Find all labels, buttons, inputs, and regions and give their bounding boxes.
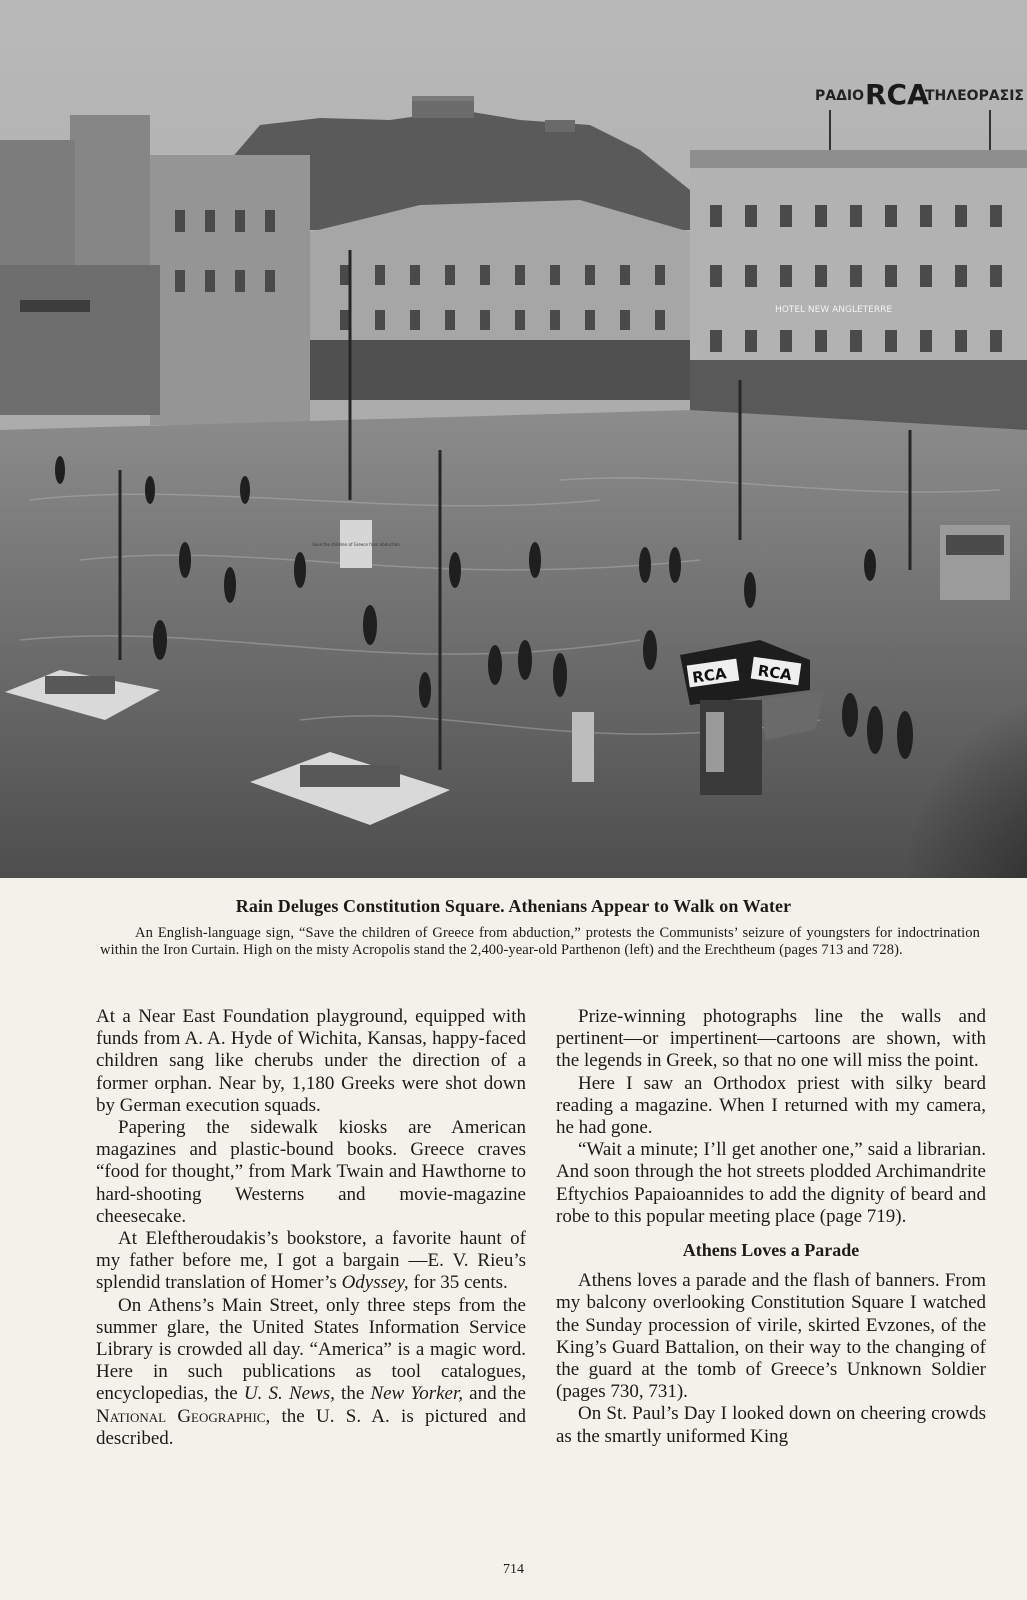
text-run: , the U. S. A. is pictured and described. (96, 1405, 526, 1449)
text-run: the (334, 1383, 371, 1405)
hotel-sign: HOTEL NEW ANGLETERRE (775, 305, 893, 315)
paragraph (96, 1228, 526, 1295)
text-run: On Athens’s Main Street, only three steps from the summer glare, the United States Information Service Library is crowded all day. “America” is a magic word. Here in such publications as tool catalogues, encyclopedias, the (96, 1294, 526, 1405)
paragraph: Here I saw an Orthodox priest with silky beard reading a magazine. When I returned with my camera, he had gone. (556, 1072, 986, 1139)
rooftop-sign-brand: RCA (865, 78, 929, 111)
page-number: 714 (503, 1562, 524, 1577)
kiosk-sign-right: RCA (756, 661, 793, 685)
left-column (96, 1006, 526, 1450)
publication-title: U. S. News, (243, 1383, 335, 1405)
text-run: and the (463, 1383, 526, 1405)
paragraph: At a Near East Foundation playground, equipped with funds from A. A. Hyde of Wichita, Kansas, happy-faced children sang like cherubs under the direction of a former orphan. Near by, 1,180 Greeks were shot down by German execution squads. (96, 1006, 526, 1116)
paragraph: On St. Paul’s Day I looked down on cheering crowds as the smartly uniformed King (556, 1403, 986, 1447)
text-run: for 35 cents. (408, 1272, 508, 1294)
kiosk-sign-left: RCA (691, 664, 728, 687)
paragraph: “Wait a minute; I’ll get another one,” said a librarian. And soon through the hot streets plodded Archimandrite Eftychios Papaioannides to add the dignity of beard and robe to this popular meeting place (page 719). (556, 1139, 986, 1227)
right-column (556, 1006, 986, 1448)
paragraph (96, 1295, 526, 1450)
caption-body: An English-language sign, “Save the children of Greece from abduction,” protests the Communists’ seizure of youngsters for indoctrination within the Iron Curtain. High on the misty Acropolis stand the 2,400-year-old Parthenon (left) and the Erechtheum (pages 713 and 728). (100, 925, 980, 958)
paragraph: Papering the sidewalk kiosks are American magazines and plastic-bound books. Greece craves “food for thought,” from Mark Twain and Hawthorne to hard-shooting Westerns and movie-magazine cheesecake. (96, 1117, 526, 1227)
publication-title: National Geographic (96, 1405, 266, 1427)
book-title: Odyssey, (341, 1272, 409, 1294)
rooftop-sign-right: ΤΗΛΕΟΡΑΣΙΣ (925, 88, 1024, 104)
building-left-ornate (150, 155, 310, 425)
placard-text: Save the children of Greece from abduction (312, 542, 400, 547)
paragraph: Athens loves a parade and the flash of banners. From my balcony overlooking Constitution Square I watched the Sunday procession of virile, skirted Evzones, of the King’s Guard Battalion, on their way to the changing of the guard at the tomb of Greece’s Unknown Soldier (pages 730, 731). (556, 1270, 986, 1403)
publication-title: New Yorker, (370, 1383, 464, 1405)
parthenon (412, 100, 474, 118)
small-monument (572, 712, 594, 782)
caption-title: Rain Deluges Constitution Square. Athenians Appear to Walk on Water (235, 896, 792, 916)
text-run: At Eleftheroudakis’s bookstore, a favorite haunt of my father before me, I got a bargain —E. V. Rieu’s splendid translation of Homer’s (96, 1228, 526, 1294)
erechtheum (545, 120, 575, 132)
rooftop-sign-left: ΡΑΔΙΟ (815, 88, 865, 104)
paragraph: Prize-winning photographs line the walls and pertinent—or impertinent—cartoons are shown, with the legends in Greek, so that no one will miss the point. (556, 1006, 986, 1072)
section-heading: Athens Loves a Parade (682, 1240, 860, 1261)
